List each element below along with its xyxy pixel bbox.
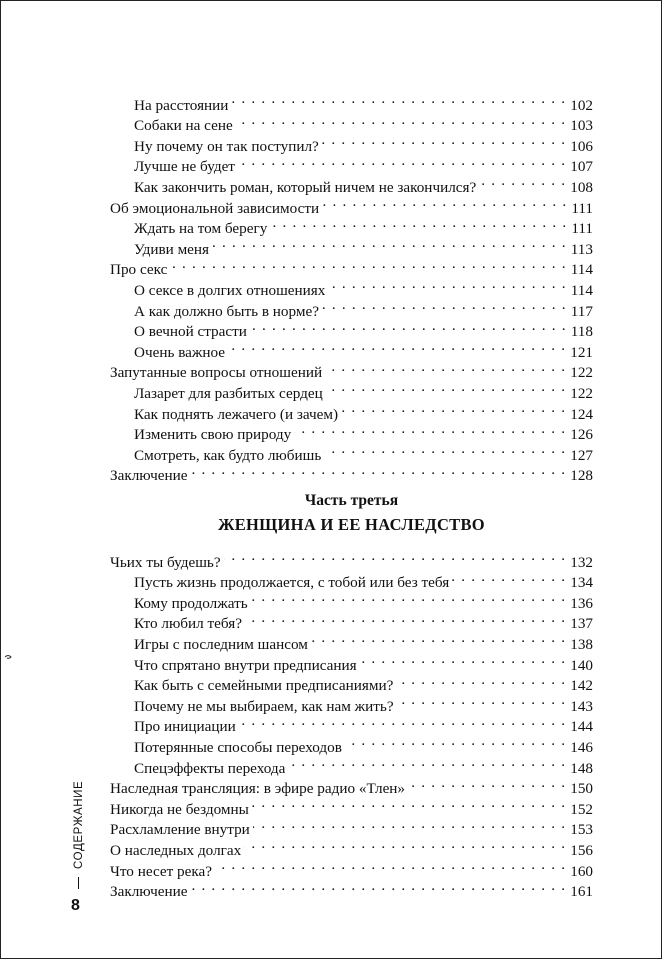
toc-entry [110, 546, 593, 571]
toc-entry-page: 107 [566, 157, 593, 178]
toc-entry-page: 160 [566, 862, 593, 883]
toc-section-part-three [110, 546, 593, 901]
toc-entry-title: Ждать на том берегу [134, 219, 270, 240]
toc-leader-dots [245, 608, 566, 629]
toc-entry-page: 122 [566, 363, 593, 384]
toc-entry-page: 113 [567, 240, 593, 261]
toc-entry-page: 108 [566, 178, 593, 199]
toc-leader-dots [322, 295, 567, 316]
toc-entry-page: 122 [566, 384, 593, 405]
toc-entry-page: 111 [567, 219, 593, 240]
toc-entry-title: Заключение [110, 882, 190, 903]
toc-entry-title: Ну почему он так поступил? [134, 137, 322, 158]
binding-mark-icon [4, 653, 14, 661]
toc-entry-title: Заключение [110, 466, 190, 487]
toc-leader-dots [253, 814, 566, 835]
toc-entry-title: Как закончить роман, который ничем не закончился? [134, 178, 479, 199]
toc-entry-page: 106 [566, 137, 593, 158]
toc-leader-dots [452, 567, 566, 588]
toc-entry-title: Изменить свою природу [134, 425, 294, 446]
toc-entry-title: Собаки на сене [134, 116, 236, 137]
toc-entry-title: Наследная трансляция: в эфире радио «Тлен» [110, 779, 408, 800]
toc-entry-title: Очень важное [134, 343, 228, 364]
toc-entry-title: Об эмоциональной зависимости [110, 199, 322, 220]
toc-entry-title: О наследных долгах [110, 841, 244, 862]
toc-entry-page: 102 [566, 96, 593, 117]
toc-leader-dots [238, 151, 566, 172]
toc-leader-dots [325, 357, 566, 378]
toc-entry-page: 148 [566, 759, 593, 780]
toc-leader-dots [341, 398, 566, 419]
toc-entry-page: 132 [566, 553, 593, 574]
toc-leader-dots [294, 419, 566, 440]
toc-entry-page: 138 [566, 635, 593, 656]
toc-entry-page: 146 [566, 738, 593, 759]
toc-entry-page: 128 [566, 466, 593, 487]
toc-entry-title: Потерянные способы переходов [134, 738, 345, 759]
toc-entry-title: Про инициации [134, 717, 239, 738]
toc-leader-dots [324, 439, 566, 460]
toc-leader-dots [270, 213, 567, 234]
toc-entry-page: 153 [566, 820, 593, 841]
toc-entry-page: 144 [566, 717, 593, 738]
toc-leader-dots [396, 670, 566, 691]
toc-leader-dots [228, 336, 566, 357]
part-title: ЖЕНЩИНА И ЕЕ НАСЛЕДСТВО [218, 515, 485, 534]
toc-leader-dots [479, 171, 566, 192]
toc-leader-dots [311, 628, 566, 649]
toc-entry-page: 137 [566, 614, 593, 635]
toc-leader-dots [408, 773, 566, 794]
running-head-rule [78, 877, 79, 889]
toc-leader-dots [190, 876, 566, 897]
toc-entry-title: Кому продолжать [134, 594, 251, 615]
toc-entry [110, 274, 593, 299]
toc-entry-title: Как быть с семейными предписаниями? [134, 676, 396, 697]
toc-leader-dots [326, 377, 567, 398]
toc-entry-page: 134 [566, 573, 593, 594]
toc-entry-title: Запутанные вопросы отношений [110, 363, 325, 384]
toc-entry-page: 143 [566, 697, 593, 718]
toc-entry [110, 254, 593, 279]
toc-leader-dots [322, 192, 567, 213]
toc-entry-page: 111 [567, 199, 593, 220]
toc-entry-page: 103 [566, 116, 593, 137]
toc-leader-dots [170, 254, 566, 275]
toc-entry-title: Лазарет для разбитых сердец [134, 384, 326, 405]
toc-entry-title: А как должно быть в норме? [134, 302, 322, 323]
toc-entry-title: Почему не мы выбираем, как нам жить? [134, 697, 397, 718]
toc-entry-title: На расстоянии [134, 96, 231, 117]
toc-leader-dots [252, 793, 566, 814]
toc-leader-dots [190, 460, 566, 481]
toc-entry-page: 150 [566, 779, 593, 800]
toc-entry-title: Пусть жизнь продолжается, с тобой или без тебя [134, 573, 452, 594]
toc-section-part-two [110, 89, 593, 485]
toc-leader-dots [251, 587, 567, 608]
toc-entry-title: О сексе в долгих отношениях [134, 281, 328, 302]
toc-entry-title: Как поднять лежачего (и зачем) [134, 405, 341, 426]
toc-entry-title: Никогда не бездомны [110, 800, 252, 821]
page-number: 8 [71, 897, 80, 914]
part-label: Часть третья [304, 492, 399, 509]
toc-leader-dots [239, 711, 567, 732]
toc-entry-title: Про секс [110, 260, 170, 281]
toc-leader-dots [212, 233, 567, 254]
toc-leader-dots [244, 834, 566, 855]
toc-entry-title: О вечной страсти [134, 322, 250, 343]
toc-entry-page: 156 [566, 841, 593, 862]
toc-entry-title: Смотреть, как будто любишь [134, 446, 324, 467]
toc-entry-title: Что спрятано внутри предписания [134, 656, 360, 677]
toc-entry-page: 117 [567, 302, 593, 323]
toc-leader-dots [328, 274, 566, 295]
toc-entry-page: 121 [566, 343, 593, 364]
toc-entry-title: Расхламление внутри [110, 820, 253, 841]
toc-entry-title: Игры с последним шансом [134, 635, 311, 656]
toc-leader-dots [250, 316, 567, 337]
toc-entry-page: 118 [567, 322, 593, 343]
toc-leader-dots [322, 130, 566, 151]
toc-entry-title: Спецэффекты перехода [134, 759, 288, 780]
toc-leader-dots [288, 752, 566, 773]
toc-entry-page: 127 [566, 446, 593, 467]
toc-leader-dots [360, 649, 567, 670]
toc-entry-page: 140 [566, 656, 593, 677]
toc-entry-page: 152 [566, 800, 593, 821]
toc-entry-page: 124 [566, 405, 593, 426]
toc-entry [110, 89, 593, 114]
toc-leader-dots [224, 546, 567, 567]
toc-entry-page: 136 [566, 594, 593, 615]
toc-entry-page: 114 [567, 260, 593, 281]
toc-entry-title: Чьих ты будешь? [110, 553, 224, 574]
toc-leader-dots [236, 110, 567, 131]
running-head: СОДЕРЖАНИЕ [73, 780, 85, 869]
toc-leader-dots [397, 690, 567, 711]
toc-entry-title: Удиви меня [134, 240, 212, 261]
toc-leader-dots [345, 731, 566, 752]
toc-entry-page: 126 [566, 425, 593, 446]
toc-entry-title: Что несет река? [110, 862, 215, 883]
toc-entry-page: 161 [566, 882, 593, 903]
toc-entry-title: Кто любил тебя? [134, 614, 245, 635]
toc-leader-dots [231, 89, 566, 110]
toc-leader-dots [215, 855, 566, 876]
toc-entry-title: Лучше не будет [134, 157, 238, 178]
toc-entry-page: 142 [566, 676, 593, 697]
toc-entry-page: 114 [567, 281, 593, 302]
